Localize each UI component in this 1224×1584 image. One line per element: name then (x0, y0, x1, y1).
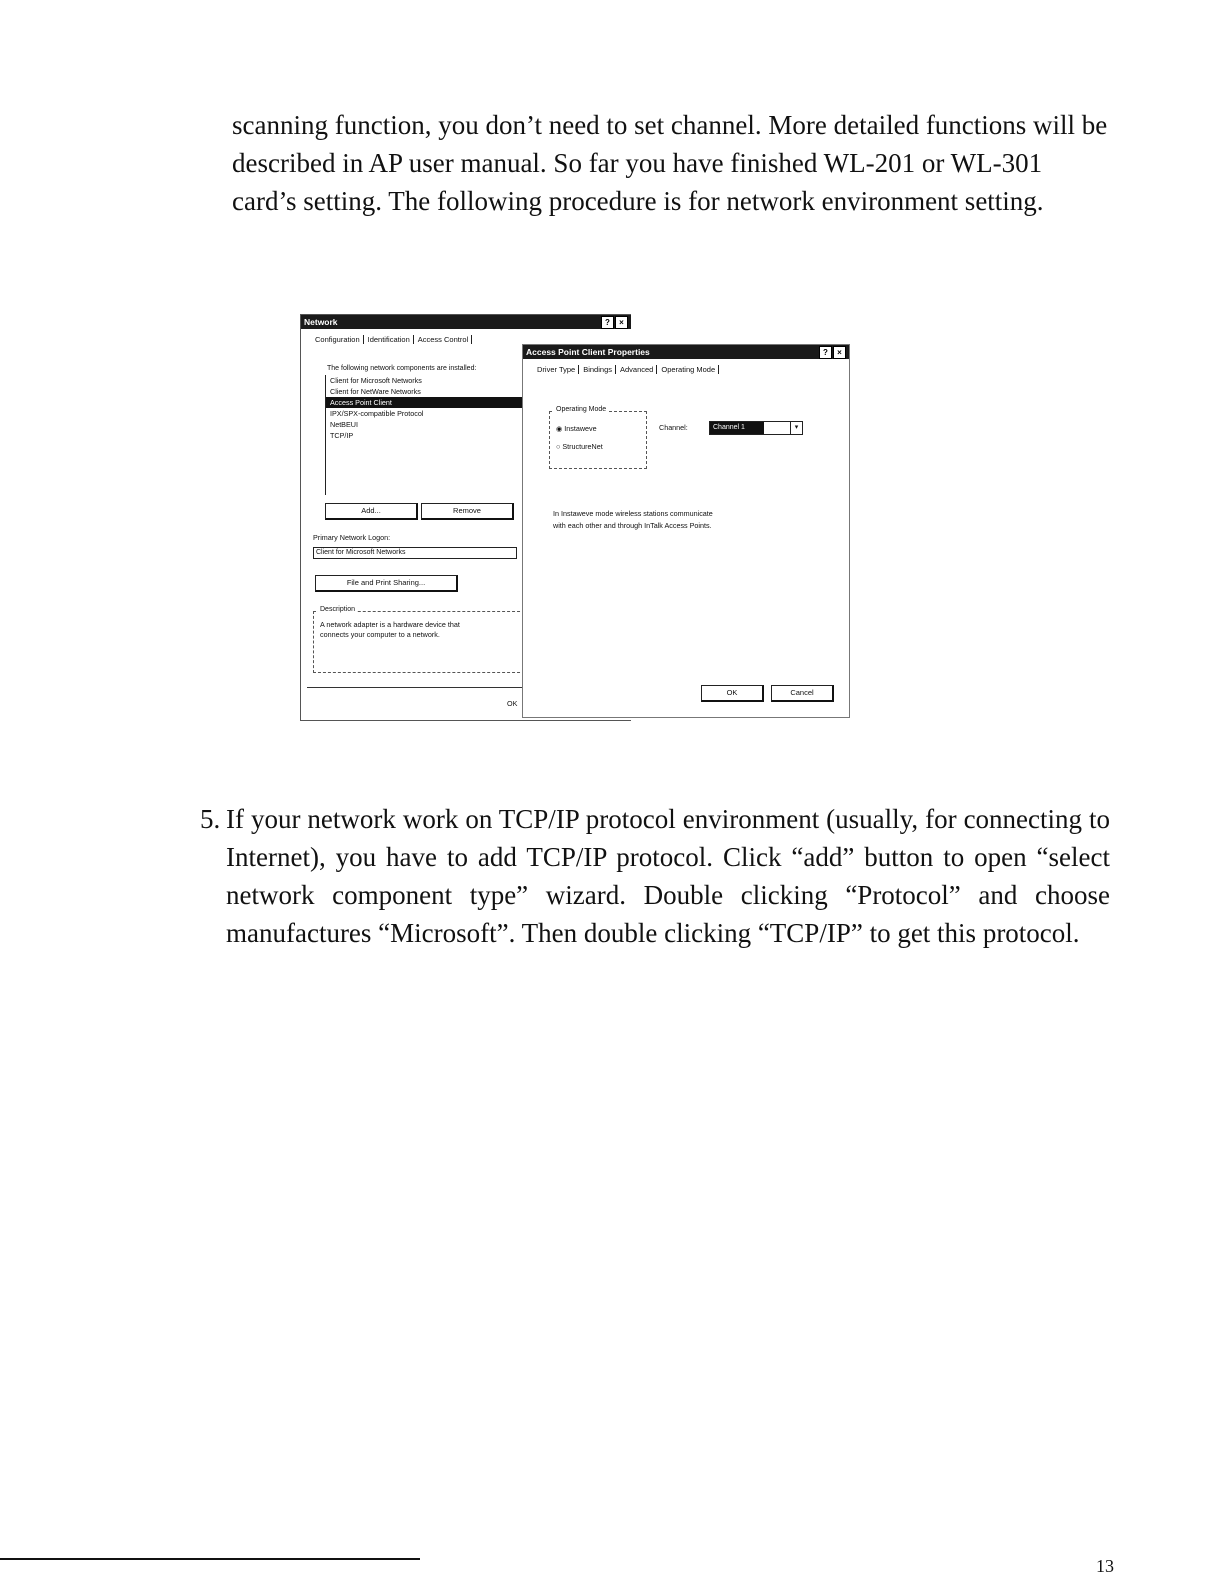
access-point-tabs (523, 359, 849, 374)
list-item[interactable]: Access Point Client (326, 397, 524, 408)
channel-label: Channel: (659, 423, 688, 432)
footer-rule (0, 1558, 420, 1560)
step-5-paragraph (200, 800, 1110, 952)
radio-structurenet-label: StructureNet (562, 442, 603, 451)
access-point-title: Access Point Client Properties (526, 347, 650, 357)
list-item[interactable]: Client for Microsoft Networks (330, 376, 422, 385)
tab-identification[interactable]: Identification (368, 335, 414, 344)
list-item[interactable]: TCP/IP (330, 431, 354, 440)
description-text-1: A network adapter is a hardware device that (320, 620, 460, 629)
mode-description-1: In Instaweve mode wireless stations communicate (553, 509, 713, 518)
add-button[interactable]: Add... (325, 503, 418, 520)
access-point-titlebar (523, 345, 849, 359)
network-title: Network (304, 317, 338, 327)
tab-advanced[interactable]: Advanced (620, 365, 657, 374)
tab-configuration[interactable]: Configuration (315, 335, 364, 344)
remove-button[interactable]: Remove (421, 503, 514, 520)
network-tabs (301, 329, 631, 344)
list-item[interactable]: Client for NetWare Networks (330, 387, 421, 396)
ok-button[interactable]: OK (507, 699, 518, 708)
description-group (313, 606, 525, 673)
channel-select[interactable] (709, 421, 803, 435)
components-list[interactable] (325, 375, 524, 495)
channel-value: Channel 1 (710, 422, 764, 434)
description-text-2: connects your computer to a network. (320, 630, 440, 639)
chevron-down-icon[interactable]: ▾ (790, 422, 802, 434)
step-5-text: If your network work on TCP/IP protocol environment (usually, for connecting to Internet), you have to add TCP/IP protocol. Click “add” button to open “select network component type” wizard. Double clicking “Protocol” and choose manufactures “Microsoft”. Then double clicking “TCP/IP” to get this protocol. (226, 804, 1110, 948)
list-item[interactable]: IPX/SPX-compatible Protocol (330, 409, 424, 418)
radio-instaweve[interactable]: ◉ Instaweve (556, 424, 597, 433)
ok-button[interactable]: OK (701, 685, 764, 702)
description-caption: Description (320, 606, 356, 613)
intro-paragraph: scanning function, you don’t need to set channel. More detailed functions will be described in AP user manual. So far you have finished WL-201 or WL-301 card’s setting. The following procedure is for network environment setting. (232, 110, 1108, 216)
radio-instaweve-label: Instaweve (564, 424, 597, 433)
operating-mode-caption: Operating Mode (556, 406, 607, 413)
access-point-dialog (522, 344, 850, 718)
network-dialog-screenshot (300, 314, 860, 724)
primary-logon-field[interactable]: Client for Microsoft Networks (313, 547, 517, 559)
close-icon[interactable]: × (615, 316, 628, 329)
mode-description-2: with each other and through InTalk Access Points. (553, 521, 712, 530)
file-print-sharing-button[interactable]: File and Print Sharing... (315, 575, 458, 592)
tab-access-control[interactable]: Access Control (418, 335, 472, 344)
close-icon[interactable]: × (833, 346, 846, 359)
divider (307, 687, 523, 688)
components-intro: The following network components are installed: (327, 365, 477, 372)
list-item[interactable]: NetBEUI (330, 420, 358, 429)
cancel-button[interactable]: Cancel (771, 685, 834, 702)
tab-driver-type[interactable]: Driver Type (537, 365, 579, 374)
help-icon[interactable]: ? (819, 346, 832, 359)
tab-operating-mode[interactable]: Operating Mode (661, 365, 719, 374)
radio-structurenet[interactable]: ○ StructureNet (556, 442, 603, 451)
operating-mode-group (549, 406, 647, 469)
help-icon[interactable]: ? (601, 316, 614, 329)
network-titlebar (301, 315, 631, 329)
page-number: 13 (1096, 1556, 1114, 1576)
step-number: 5. (200, 804, 221, 834)
tab-bindings[interactable]: Bindings (583, 365, 616, 374)
primary-logon-label: Primary Network Logon: (313, 533, 391, 542)
